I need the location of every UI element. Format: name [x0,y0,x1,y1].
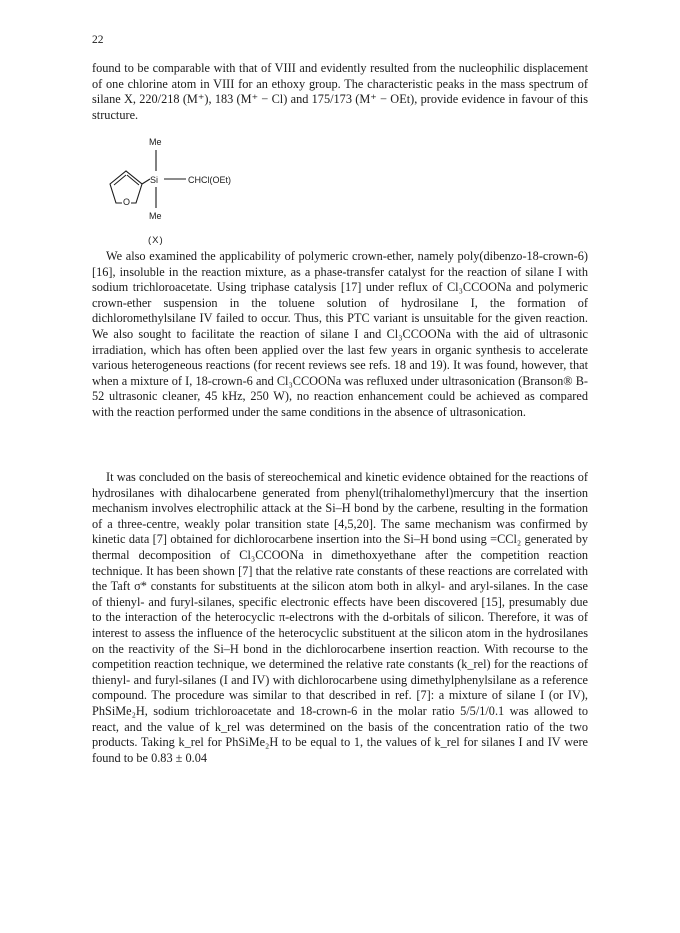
paragraph-text: We also examined the applicability of polymeric crown-ether, namely poly(dibenzo-18-crown-6) [16], insoluble in the reaction mixture, as a phase-transfer catalyst for the reaction of silane I with sodium trichloroacetate. Using triphase catalysis [17] under reflux of Cl₃CCOONa and polymeric crown-ether suspension in the toluene solution of hydrosilane I, the formation of dichloromethylsilane IV failed to occur. Thus, this PTC variant is unsuitable for the given reaction. We also sought to facilitate the reaction of silane I and Cl₃CCOONa with the aid of ultrasonic irradiation, which has often been applied over the last few years in organic synthesis to accelerate various heterogeneous reactions (for recent reviews see refs. 18 and 19). It was found, however, that when a mixture of I, 18-crown-6 and Cl₃CCOONa was refluxed under ultrasonication (Branson® B-52 ultrasonic cleaner, 45 kHz, 250 W), no reaction enhancement could be achieved as compared with the reaction performed under the same conditions in the absence of ultrasonication. [92,249,588,419]
ring-oxygen: O [123,197,131,207]
paragraph-continued [92,61,588,123]
substituent-group: CHCl(OEt) [188,175,231,185]
paragraph-mechanism [92,470,588,766]
paragraph-text: It was concluded on the basis of stereochemical and kinetic evidence obtained for the reactions of hydrosilanes with dihalocarbene generated from phenyl(trihalomethyl)mercury that the insertion mechanism involves electrophilic attack at the Si–H bond by the carbene, resulting in the formation of a three-centre, weakly polar transition state [4,5,20]. The same mechanism was confirmed by kinetic data [7] obtained for dichlorocarbene insertion into the Si–H bond using =CCl₂ generated by thermal decomposition of Cl₃CCOONa in dimethoxyethane after the competition reaction technique. It has been shown [7] that the relative rate constants of these reactions are correlated with the Taft σ* constants for substituents at the silicon atom both in alkyl- and aryl-silanes. In the case of thienyl- and furyl-silanes, specific electronic effects have been discovered [15], presumably due to the interaction of the heterocyclic π-electrons with the d-orbitals of silicon. Therefore, it was of interest to assess the influence of the heterocyclic substituent at the silicon atom in the hydrosilanes on the reactivity of the Si–H bond in the dichlorocarbene insertion reaction. With recourse to the competition reaction technique, we determined the relative rate constants (k_rel) for the reactions of thienyl- and furyl-silanes (I and IV) with dichlorocarbene using dimethylphenylsilane as a reference compound. The procedure was similar to that described in ref. [7]: a mixture of silane I (or IV), PhSiMe₂H, sodium trichloroacetate and 18-crown-6 in the molar ratio 5/5/1/0.1 was allowed to react, and the value of k_rel was determined on the basis of the concentration ratio of the two products. Taking k_rel for PhSiMe₂H to be equal to 1, the values of k_rel for silanes I and IV were found to be 0.83 ± 0.04 [92,470,588,765]
page-number: 22 [92,34,104,46]
paragraph-crown-ether [92,249,588,421]
compound-label: (X) [148,235,164,246]
bottom-methyl: Me [149,211,162,221]
ring-si-bond [142,179,150,184]
chemical-structure-x [96,133,356,245]
paragraph-text: found to be comparable with that of VIII and evidently resulted from the nucleophilic displacement of one chlorine atom in VIII for an ethoxy group. The characteristic peaks in the mass spectrum of silane X, 220/218 (M⁺), 183 (M⁺ − Cl) and 175/173 (M⁺ − OEt), provide evidence in favour of this structure. [92,61,588,122]
silicon-atom: Si [150,175,159,185]
top-methyl: Me [149,137,162,147]
